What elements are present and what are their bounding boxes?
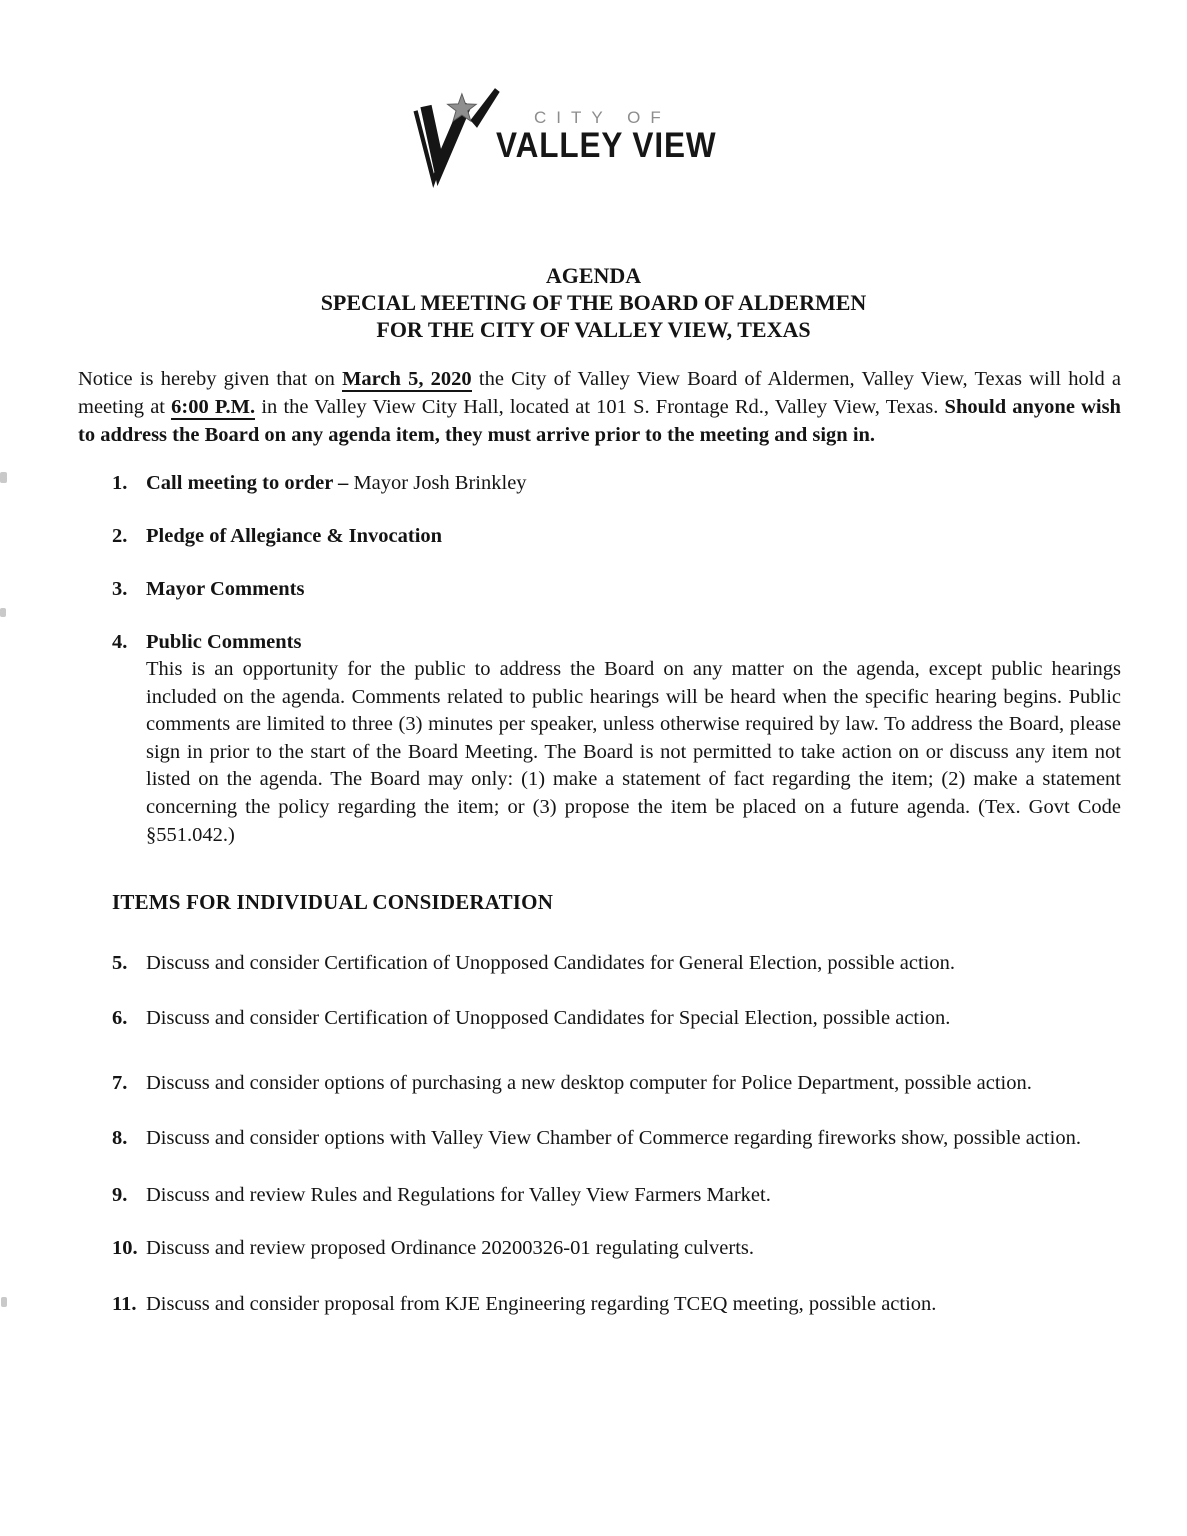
item-number: 1. <box>112 472 128 494</box>
item-number: 5. <box>112 952 128 975</box>
notice-text: the City of Valley View Board of Aldermen, Valley View, Texas will hold a meeting at <box>78 368 1121 418</box>
item-number: 3. <box>112 578 128 600</box>
scan-artifact <box>1 1297 7 1307</box>
agenda-item-2 <box>112 522 1121 550</box>
agenda-item-3 <box>112 575 1121 603</box>
agenda-item-5 <box>112 949 1121 977</box>
agenda-item-7 <box>112 1069 1121 1097</box>
document-body <box>78 365 1121 1318</box>
item-number: 8. <box>112 1127 128 1150</box>
meeting-time: 6:00 P.M. <box>171 396 256 418</box>
heading-city: FOR THE CITY OF VALLEY VIEW, TEXAS <box>376 317 811 342</box>
item-title: Call meeting to order – <box>146 472 349 494</box>
item-title: Public Comments <box>146 631 302 653</box>
item-text: Discuss and consider options of purchasing a new desktop computer for Police Department, possible action. <box>146 1072 1032 1095</box>
public-comments-body: This is an opportunity for the public to address the Board on any matter on the agenda, except public hearings included on the agenda. Comments related to public hearings will be heard when the specific hearing begins. Public comments are limited to three (3) minutes per speaker, unless otherwise required by law. To address the Board, please sign in prior to the start of the Board Meeting. The Board is not permitted to take action on or discuss any item not listed on the agenda. The Board may only: (1) make a statement of fact regarding the item; (2) make a statement concerning the policy regarding the item; or (3) propose the item be placed on a future agenda. (Tex. Govt Code §551.042.) <box>146 658 1121 846</box>
item-number: 11. <box>112 1293 137 1316</box>
item-title: Mayor Comments <box>146 578 305 600</box>
notice-bold-instruction: Should anyone wish to address the Board on any agenda item, they must arrive prior to the meeting and sign in. <box>78 396 1121 446</box>
item-text: Discuss and consider Certification of Unopposed Candidates for General Election, possible action. <box>146 952 955 975</box>
heading-agenda: AGENDA <box>545 263 642 288</box>
item-number: 4. <box>112 631 128 653</box>
item-title: Pledge of Allegiance & Invocation <box>146 525 443 547</box>
item-text: Discuss and review proposed Ordinance 20200326-01 regulating culverts. <box>146 1237 755 1260</box>
meeting-date: March 5, 2020 <box>342 368 472 390</box>
scan-artifact <box>0 472 7 483</box>
item-text: Discuss and consider options with Valley View Chamber of Commerce regarding fireworks show, possible action. <box>146 1127 1081 1150</box>
item-number: 2. <box>112 525 128 547</box>
scan-artifact <box>0 608 6 617</box>
item-text: Discuss and consider Certification of Unopposed Candidates for Special Election, possible action. <box>146 1007 951 1030</box>
logo-city-of-text: CITY OF <box>534 108 671 127</box>
item-number: 6. <box>112 1007 128 1030</box>
agenda-item-9 <box>112 1181 1121 1209</box>
heading-meeting: SPECIAL MEETING OF THE BOARD OF ALDERMEN <box>320 290 867 315</box>
item-text: Discuss and consider proposal from KJE Engineering regarding TCEQ meeting, possible action. <box>146 1293 937 1316</box>
item-suffix: Mayor Josh Brinkley <box>348 472 527 494</box>
logo-valley-view-text: VALLEY VIEW <box>496 126 717 165</box>
notice-text: Notice is hereby given that on <box>78 368 343 390</box>
agenda-item-8 <box>112 1124 1121 1152</box>
item-text <box>146 522 1121 550</box>
item-number: 9. <box>112 1184 128 1207</box>
notice-paragraph <box>78 365 1121 449</box>
agenda-item-1 <box>112 469 1121 497</box>
section-heading: ITEMS FOR INDIVIDUAL CONSIDERATION <box>112 890 554 915</box>
item-text <box>146 469 1121 497</box>
agenda-item-4 <box>112 628 1121 849</box>
agenda-item-6 <box>112 1004 1121 1032</box>
item-text <box>146 628 1121 849</box>
item-number: 10. <box>112 1237 138 1260</box>
agenda-item-10 <box>112 1234 1121 1262</box>
item-text <box>146 575 1121 603</box>
city-logo <box>408 86 738 204</box>
item-text: Discuss and review Rules and Regulations for Valley View Farmers Market. <box>146 1184 771 1207</box>
agenda-item-11 <box>112 1290 1121 1318</box>
notice-text: in the Valley View City Hall, located at 101 S. Frontage Rd., Valley View, Texas. <box>255 396 945 418</box>
item-number: 7. <box>112 1072 128 1095</box>
